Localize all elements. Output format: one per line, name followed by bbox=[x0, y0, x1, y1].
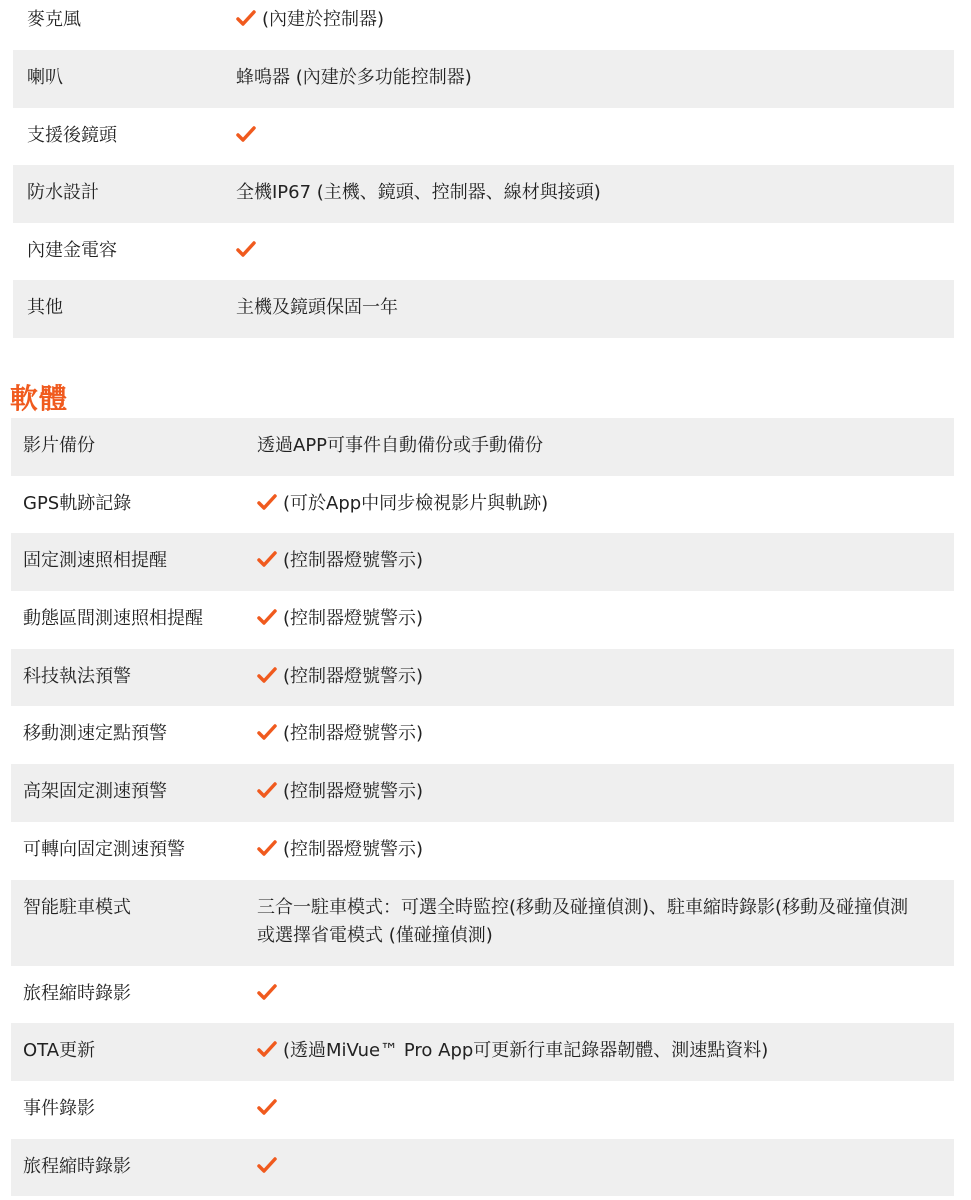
spec-label: 高架固定測速預警 bbox=[23, 781, 167, 803]
spec-value bbox=[257, 980, 954, 1008]
checkmark-icon bbox=[257, 723, 277, 741]
spec-label: 旅程縮時錄影 bbox=[23, 1155, 131, 1177]
spec-row-other bbox=[13, 280, 954, 338]
spec-label: 事件錄影 bbox=[23, 1097, 95, 1119]
checkmark-icon bbox=[257, 839, 277, 857]
spec-label: 動態區間測速照相提醒 bbox=[23, 608, 203, 630]
spec-value-text: (控制器燈號警示) bbox=[283, 608, 424, 630]
spec-value bbox=[257, 1153, 954, 1181]
spec-label: 內建金電容 bbox=[27, 239, 117, 261]
checkmark-icon bbox=[257, 983, 277, 1001]
checkmark-icon bbox=[257, 1098, 277, 1116]
spec-value bbox=[236, 237, 954, 265]
spec-label: 麥克風 bbox=[27, 9, 81, 30]
spec-label: 旅程縮時錄影 bbox=[23, 982, 131, 1004]
spec-label: 移動測速定點預警 bbox=[23, 723, 167, 745]
checkmark-icon bbox=[257, 550, 277, 568]
checkmark-icon bbox=[236, 240, 256, 258]
spec-value bbox=[257, 1037, 954, 1065]
checkmark-icon bbox=[257, 1156, 277, 1174]
spec-value-text: (控制器燈號警示) bbox=[283, 550, 424, 572]
spec-label: 科技執法預警 bbox=[23, 665, 131, 687]
spec-value bbox=[257, 663, 954, 691]
spec-value-text-line2: 或選擇省電模式 (僅碰撞偵測) bbox=[257, 924, 493, 946]
spec-value bbox=[257, 605, 954, 633]
spec-value bbox=[236, 122, 954, 150]
spec-value bbox=[236, 6, 954, 34]
checkmark-icon bbox=[236, 125, 256, 143]
spec-label: 喇叭 bbox=[27, 67, 63, 88]
spec-value bbox=[257, 1095, 954, 1123]
spec-value-text: (控制器燈號警示) bbox=[283, 723, 424, 745]
spec-label: 防水設計 bbox=[27, 182, 99, 203]
spec-value-text: (透過MiVue™ Pro App可更新行車記錄器韌體、測速點資料) bbox=[283, 1040, 769, 1062]
spec-label: 智能駐車模式 bbox=[23, 896, 131, 918]
checkmark-icon bbox=[257, 781, 277, 799]
spec-value-text: 透過APP可事件自動備份或手動備份 bbox=[257, 435, 544, 456]
spec-value-text: (控制器燈號警示) bbox=[283, 665, 424, 687]
spec-value-text: (可於App中同步檢視影片與軌跡) bbox=[283, 492, 549, 514]
spec-row-fixed-speed-camera bbox=[11, 533, 954, 591]
spec-value-text: 三合一駐車模式：可選全時監控(移動及碰撞偵測)、駐車縮時錄影(移動及碰撞偵測 bbox=[257, 896, 909, 918]
spec-value bbox=[257, 778, 954, 806]
spec-label: OTA更新 bbox=[23, 1040, 96, 1062]
checkmark-icon bbox=[257, 493, 277, 511]
spec-label: 其他 bbox=[27, 297, 63, 318]
spec-row-section-speed-camera bbox=[11, 591, 954, 649]
spec-label: GPS軌跡記錄 bbox=[23, 492, 132, 514]
spec-row-elevated-speed bbox=[11, 764, 954, 822]
spec-row-trip-timelapse-2 bbox=[11, 1139, 954, 1197]
spec-row-ota-update bbox=[11, 1023, 954, 1081]
spec-row-rear-camera bbox=[13, 108, 954, 166]
spec-value bbox=[257, 720, 954, 748]
spec-value-text: 蜂鳴器 (內建於多功能控制器) bbox=[236, 67, 472, 88]
spec-row-event-recording bbox=[11, 1081, 954, 1139]
checkmark-icon bbox=[257, 1040, 277, 1058]
spec-row-speaker bbox=[13, 50, 954, 108]
spec-value-text: (控制器燈號警示) bbox=[283, 781, 424, 803]
spec-label: 影片備份 bbox=[23, 435, 95, 456]
spec-value-text: 主機及鏡頭保固一年 bbox=[236, 297, 398, 318]
spec-value-text: (內建於控制器) bbox=[262, 9, 385, 30]
spec-value-text: (控制器燈號警示) bbox=[283, 838, 424, 860]
software-spec-table bbox=[11, 418, 954, 1196]
spec-row-smart-parking bbox=[11, 880, 954, 966]
hardware-spec-table bbox=[13, 0, 954, 338]
spec-row-video-backup bbox=[11, 418, 954, 476]
checkmark-icon bbox=[257, 608, 277, 626]
spec-value bbox=[257, 547, 954, 575]
spec-row-supercapacitor bbox=[13, 223, 954, 281]
section-title-software: 軟體 bbox=[10, 382, 69, 415]
spec-row-microphone bbox=[13, 0, 954, 50]
checkmark-icon bbox=[257, 666, 277, 684]
checkmark-icon bbox=[236, 9, 256, 27]
spec-value bbox=[257, 894, 954, 950]
spec-row-gps-track bbox=[11, 476, 954, 534]
spec-value bbox=[257, 836, 954, 864]
spec-row-mobile-speed-point bbox=[11, 706, 954, 764]
spec-row-tech-enforcement bbox=[11, 649, 954, 707]
spec-label: 固定測速照相提醒 bbox=[23, 550, 167, 572]
spec-row-rotating-speed bbox=[11, 822, 954, 880]
spec-label: 可轉向固定測速預警 bbox=[23, 838, 185, 860]
spec-row-trip-timelapse bbox=[11, 966, 954, 1024]
spec-value bbox=[257, 490, 954, 518]
spec-value-text: 全機IP67 (主機、鏡頭、控制器、線材與接頭) bbox=[236, 182, 601, 203]
spec-row-waterproof bbox=[13, 165, 954, 223]
spec-label: 支援後鏡頭 bbox=[27, 124, 117, 146]
